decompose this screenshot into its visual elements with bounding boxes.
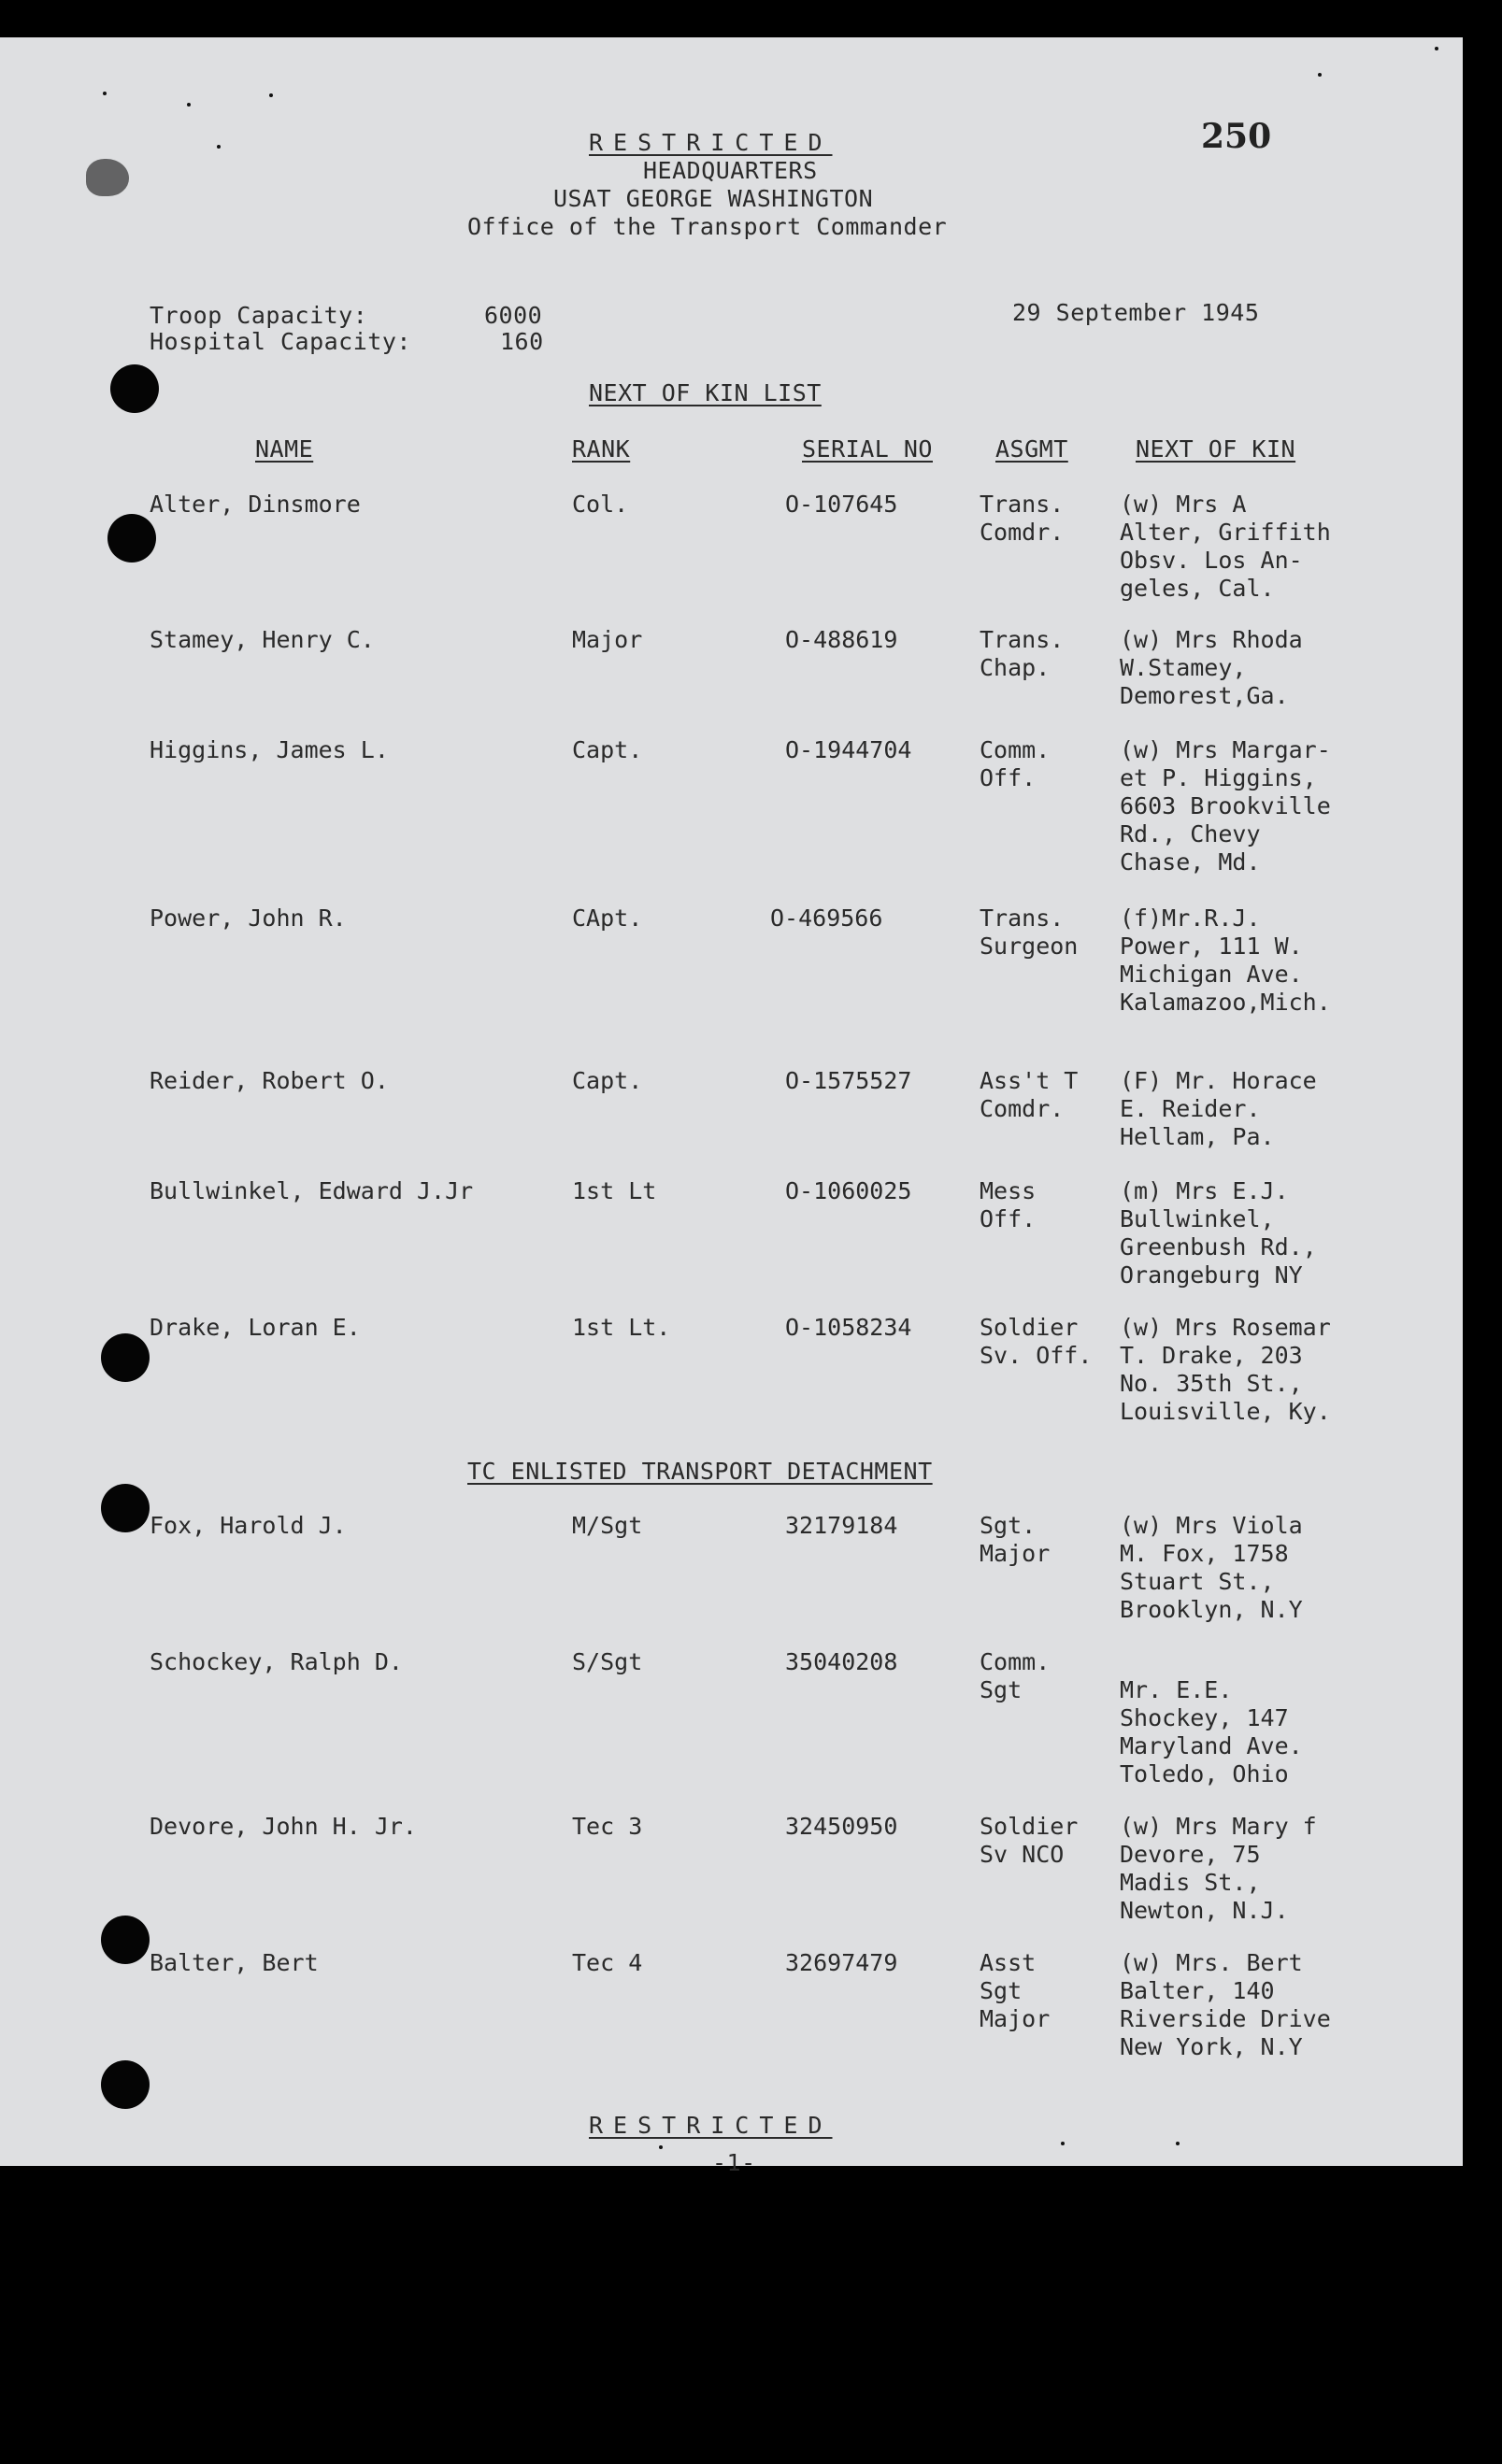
cell-asgmt: Trans. Surgeon [980,904,1079,960]
cell-kin: (w) Mrs Mary f Devore, 75 Madis St., Newton, N.J. [1120,1813,1317,1924]
cell-name: Balter, Bert [150,1949,319,1976]
cell-kin: (w) Mrs Margar- et P. Higgins, 6603 Brookville Rd., Chevy Chase, Md. [1120,736,1331,876]
cell-name: Fox, Harold J. [150,1512,347,1539]
column-header-asgmt: ASGMT [995,435,1068,463]
cell-name: Stamey, Henry C. [150,626,375,653]
cell-name: Reider, Robert O. [150,1067,389,1094]
cell-kin: Mr. E.E. Shockey, 147 Maryland Ave. Toledo, Ohio [1120,1676,1303,1787]
cell-rank: S/Sgt [572,1648,643,1675]
speck [1176,2142,1180,2145]
cell-asgmt: Asst Sgt Major [980,1949,1051,2032]
cell-kin: (w) Mrs Viola M. Fox, 1758 Stuart St., Brooklyn, N.Y [1120,1512,1303,1623]
cell-asgmt: Trans. Chap. [980,626,1065,681]
speck [103,92,107,95]
speck [1318,73,1322,77]
cell-rank: Tec 4 [572,1949,643,1976]
cell-serial: O-1944704 [785,736,912,763]
cell-name: Schockey, Ralph D. [150,1648,403,1675]
ink-stain [86,159,129,196]
headquarters-line: HEADQUARTERS [643,157,818,184]
speck [659,2145,663,2149]
cell-name: Drake, Loran E. [150,1314,361,1341]
cell-name: Power, John R. [150,904,347,932]
troop-capacity-value: 6000 [484,302,543,329]
cell-serial: O-1575527 [785,1067,912,1094]
page-label: -1- [712,2149,756,2176]
cell-rank: Capt. [572,736,643,763]
cell-kin: (w) Mrs A Alter, Griffith Obsv. Los An- geles, Cal. [1120,491,1331,602]
cell-kin: (w) Mrs Rosemar T. Drake, 203 No. 35th St., Louisville, Ky. [1120,1314,1331,1425]
column-header-name: NAME [255,435,314,463]
page-number: 250 [1201,117,1272,156]
punch-hole [101,1916,150,1964]
speck [187,103,191,107]
list-title: NEXT OF KIN LIST [589,379,822,406]
cell-serial: O-1060025 [785,1177,912,1204]
cell-serial: 32450950 [785,1813,898,1840]
document-date: 29 September 1945 [1012,299,1260,326]
cell-serial: 32179184 [785,1512,898,1539]
office-line: Office of the Transport Commander [467,213,948,240]
cell-name: Alter, Dinsmore [150,491,361,518]
classification-bottom: RESTRICTED [589,2112,833,2139]
column-header-rank: RANK [572,435,631,463]
cell-asgmt: Soldier Sv NCO [980,1813,1079,1868]
document-page [0,37,1463,2176]
cell-kin: (f)Mr.R.J. Power, 111 W. Michigan Ave. Kalamazoo,Mich. [1120,904,1331,1016]
speck [217,145,221,149]
classification-top: RESTRICTED [589,129,833,156]
cell-asgmt: Comm. Off. [980,736,1051,791]
speck [1435,47,1438,50]
cell-rank: 1st Lt [572,1177,657,1204]
cell-rank: Major [572,626,643,653]
cell-rank: CApt. [572,904,643,932]
cell-asgmt: Ass't T Comdr. [980,1067,1079,1122]
cell-asgmt: Sgt. Major [980,1512,1051,1567]
punch-hole [101,2060,150,2109]
punch-hole [101,1484,150,1532]
cell-asgmt: Trans. Comdr. [980,491,1065,546]
cell-serial: O-107645 [785,491,898,518]
cell-serial: O-469566 [770,904,883,932]
cell-kin: (w) Mrs Rhoda W.Stamey, Demorest,Ga. [1120,626,1303,709]
cell-asgmt: Comm. Sgt [980,1648,1051,1703]
cell-asgmt: Soldier Sv. Off. [980,1314,1093,1369]
cell-serial: O-488619 [785,626,898,653]
cell-rank: Col. [572,491,629,518]
cell-serial: 32697479 [785,1949,898,1976]
cell-rank: M/Sgt [572,1512,643,1539]
cell-rank: Capt. [572,1067,643,1094]
speck [1061,2142,1065,2145]
cell-kin: (F) Mr. Horace E. Reider. Hellam, Pa. [1120,1067,1317,1150]
cell-rank: Tec 3 [572,1813,643,1840]
hospital-capacity-label: Hospital Capacity: [150,328,411,355]
cell-name: Devore, John H. Jr. [150,1813,417,1840]
cell-asgmt: Mess Off. [980,1177,1037,1232]
column-header-kin: NEXT OF KIN [1136,435,1296,463]
cell-name: Higgins, James L. [150,736,389,763]
ship-name-line: USAT GEORGE WASHINGTON [553,185,874,212]
cell-name: Bullwinkel, Edward J.Jr [150,1177,474,1204]
cell-kin: (m) Mrs E.J. Bullwinkel, Greenbush Rd., Orangeburg NY [1120,1177,1317,1289]
cell-serial: O-1058234 [785,1314,912,1341]
speck [269,93,273,97]
punch-hole [110,364,159,413]
hospital-capacity-value: 160 [500,328,544,355]
punch-hole [107,514,156,563]
cell-kin: (w) Mrs. Bert Balter, 140 Riverside Drive New York, N.Y [1120,1949,1331,2060]
column-header-serial: SERIAL NO [802,435,933,463]
cell-serial: 35040208 [785,1648,898,1675]
cell-rank: 1st Lt. [572,1314,671,1341]
section-title: TC ENLISTED TRANSPORT DETACHMENT [467,1458,933,1485]
troop-capacity-label: Troop Capacity: [150,302,368,329]
punch-hole [101,1333,150,1382]
